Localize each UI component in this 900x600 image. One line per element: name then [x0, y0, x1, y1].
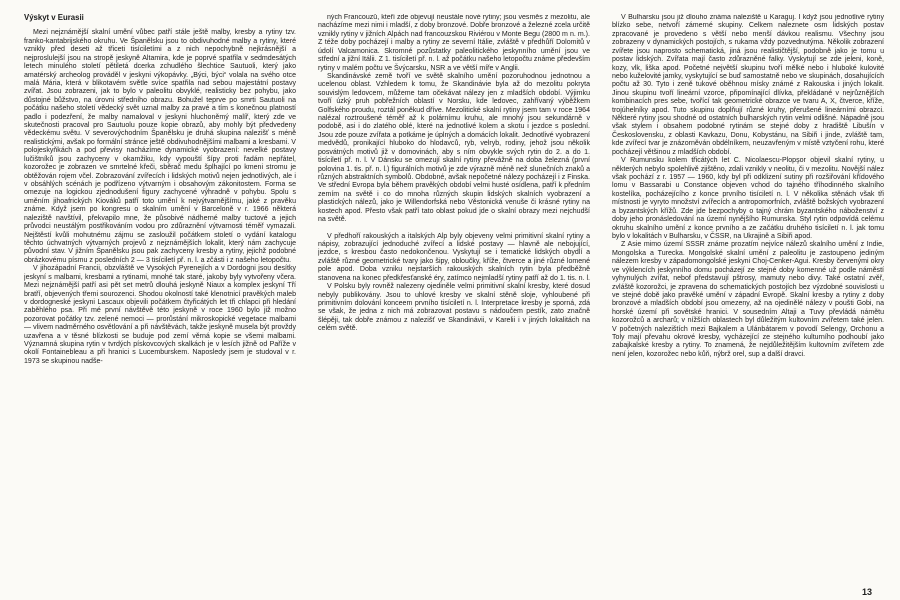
- paragraph: Skandinávské země tvoří ve světě skalního umění pozoruhodnou jednotnou a ucelenou oblast. Vzhledem k tomu, že Skandinávie byla až do mezolitu pokryta souvislým ledovcem, můžeme tam očekávat nálezy jen z mladších období. Výjimku tvoří úzký pruh pobřežních oblastí v Norsku, kde ledovec, zahřívaný výběžkem Golfského proudu, roztál poněkud dříve. Mezolitické skalní rytiny jsem tam v roce 1964 nalézal roztroušené téměř až k polárnímu kruhu, ale mnohý jsou sekundárně v podobě, asi i do zlatého oblé, které na jednotlivé kolem a skotu i jezdce s poslední. Jsou zde pouze zvířata a potkáme je úplných a domácích lokalit. Jednotlivé vyobrazení medvědů, pronikající hluboko do hlodavců, ryb, velryb, rodiny, jehož jsou několik posvátných motivů již v domovinách, aby s ním obvykle svých rytin do 2. a do 1. tisíciletí př. n. l. V Dánsku se omezují skalní rytiny převážně na doba železná (první polovina 1. tis. př. n. l.) figurálních motivů je zde výrazně méně než slunečních znaků a různých abstraktních symbolů. Obdobné, avšak nepočetné nálezy pocházejí i z Finska. Ve střední Evropa byla během pravěkých období velmi husté osídlena, patří k předním zemím na světě i co do mnoha různých skupin lidských skalních vyobrazení a plastických nálezů, jako je Willendorfská nebo Věstonická venuše či krásné rytiny na kostech apod. Přesto však patří tato oblast pokud jde o skalní obrazy mezi nejchudší na světě.: [318, 72, 590, 224]
- paragraph: Z Asie mimo území SSSR známe prozatím nejvíce nálezů skalního umění z Indie, Mongolska a Turecka. Mongolské skalní umění z paleolitu je zastoupeno jediným nálezem kresby v západomongolské jeskyni Choj-Cenker-Agui. Kresby červenými okry ve výklencích jeskynního domu pocházejí ze stejné doby komenné už podle náměstí vyhynulých zvířat, nebof představují pštrosy, mamuty nebo divy. Také ostatní zvěř, zvláště kozorožci, je zpravena do schematických postojích bez výzdobné souvislosti u ve stejné době jako pravěké umění v západní Evropě. Skalní kresby a rytiny z doby bronzové a mladších období jsou omezeny, až na ojedinělé nálezy v poušti Gobi, na horské území při sovětské hranici. V sousedním Altaji a Tuvy převládá námětu kozorožců a archarů; v nížších oblastech byl důležitým kultovním zvířetem také jelen. V početných nalezištích mezi Bajkalem a Ulánbátarem v povodí Selengy, Orchonu a Toly mají převahu okrové kresby, vycházející ze stejného kulturního podhoubí jako zabajkalské kresby a rytiny. To znamená, že nejdůležitějším kultovním zvířetem zde není jelen, kozorožec nebo kůň, nýbrž orel, sup a další dravci.: [612, 241, 884, 358]
- paragraph: V předhoří rakouských a italských Alp byly objeveny velmi primitivní skalní rytiny a nápisy, zobrazující jednoduché zvířecí a lidské postavy — hlavně ale nebojující, jezdce, s kresbou často nedokončenou. Vyskytují se i tematické lidských obydlí a zvláště různé geometrické tvary jako šipy, obloučky, kříže, čtverce a jiné různé lomené pole apod. Doba vzniku nejstarších rakouských skalních rytin byla předběžně stanovena na konec předkřesťanské éry, zatímco nejmladší rytiny patří až do 1. tis. n. l.: [318, 232, 590, 282]
- paragraph: V Polsku byly rovněž nalezeny ojediněle velmi primitivní skalní kresby, které dosud nebyly publikovány. Jsou to uhlové kresby ve skalní stěně sloje, vyhloubené při primitivním dolování konceem prvního tisíciletí n. l. Interpretace kresby je sporná, zdá se však, že jedna z nich má zobrazovat postavu s nádoučem pestík, zato značně šlépěji, tak dobře známou z nalezišť ve Skandinávii, v Karelii i v jiných lokalitách na celém světě.: [318, 283, 590, 333]
- paragraph: Mezi nejznámější skalní umění vůbec patří stále ještě malby, kresby a rytiny tzv. franko-kantabrijského okruhu. Ve Španělsku jsou to obdivuhodné malby a rytiny, které vznikly před deseti až třiceti tisíciletími a z nich nepochybně nejkrásnější a nejproslulejší jsou na stropě jeskyně Altamira, kde je poprvé spatřila v sedmdesátých letech minulého století pětiletá dcerka zchudlého šlechtice Sautuoli, který jako amatérský archeolog prováděl v jeskyni výkopávky. „Býci, býci“ volala na svého otce malá Mária, která v blikotavém světle svíce spatřila nad sebou majestátní postavy zvířat. Jsou zobrazeni, jak to bylo v paleolitu obvyklé, realisticky bez pohybu, jako důstojné bůžstvo, na úrovni středního obrazu. Bohužel teprve po smrti Sautuoli na počátku našeho století vědecký svět uznal malby za pravé a tím s konečnou platností padlo i podezření, že malby namaloval v jeskyni hluchoněmý malíř, který zde ve skutečnosti pracoval pro Sautuolu pouze kopie obrazů, aby mohly být předvedeny vědeckému světu. V severovýchodním Španělsku je druhá skupina nalezišť s méně realistickými, avšak po formální stránce ještě obdivuhodnějšími malbami a kresbami. V polojeskyňkách a pod převisy nacházíme dynamické vyobrazení: nevelké postavy lučištníků jsou zachyceny v okamžiku, kdy vypouští šípy proti řadám nepřátel, kozorožec je zobrazen ve smrtelné křeči, sběrač medu šplhající po kmeni stromu je obtěžován rojem včel. Zobrazování zvířecích i lidských motivů nejen jednotlivých, ale i v obsáhlých scénách je podřízeno výtvarným i obsahovým zákonitostem. Forma se omezuje na logickou zjednodušení figury zachycené výhradně v pohybu. Spolu s uměním jihoafrických Kiováků patří toto umění k nejvýtvarnějšímu, jaké z pravěku známe. Když jsem po kongresu o skalním umění v Barceloně v r. 1966 některá naleziště navštívil, překvapilo mne, že působivé nádherné malby tuctové a jejich průvodci neustálým postřikováním vodou pro zdůraznění výtvarnosti téměř vymazali. Nejštěstí kvůli mohutnému zájmu se zasloužil počátkem století o vydání katalogu těchto úchvatných výtvarných projevů z nejznámějších lokalit, který nám zachycuje původní stav. V jižním Španělsku jsou pak zachyceny kresby a rytiny, jejichž podobné obrázkovému písmu z posledních 2 — 3 tisíciletí př. n. l. a zčásti i z našeho letopočtu.: [24, 29, 296, 264]
- paragraph: V Rumunsku kolem třicátých let C. Nicolaescu-Plopşor objevil skalní rytiny, u některých nebylo spolehlivě zjištěno, zdali vznikly v neolitu, či v mezolitu. Novější nález však pochází z r. 1957 — 1960, kdy byl při odklizení sutiny při rozšiřování křídového lomu v Bassarabi u Constance objeven vchod do tajného tříhodinného skalního kostelíka, pocházejícího z konce prvního tisíciletí n. l. V několika stěnách však tři místnosti je vyryto množství zvířecích a antropomorfních, zvláště božských vyobrazení a byzantských křížů. Zde jde bezpochyby o tajný chrám byzantského náboženství z doby jeho pronásledování na území nynějšího Rumunska. Styl rytin odpovídá celému okruhu skalního umění z konce prvního a ze začátku druhého tisíciletí n. l. jak tomu bylo v lokalitách v Bulharsku, v ČSSR, na Ukrajině a Sibiři apod.: [612, 157, 884, 240]
- paragraph: V jihozápadní Francii, obzvláště ve Vysokých Pyrenejích a v Dordogni jsou desítky jeskyní s malbami, kresbami a rytinami, mnohé tak staré, jakoby byly vytvořeny včera. Mezi nejznámější patří asi pět set metrů dlouhá jeskyně Niaux a komplex jeskyní Tří bratří, objevených třemi sourozenci. Shodou okolností také klenotnicí pravěkých maleb v dordogneské jeskyni Lascaux objevili počátkem čtyřicátých let tři chlapci při hledání zaběhlého psa. Při mé první návštěvě této jeskyně v roce 1960 bylo již možno pozorovat počátky tzv. zelené nemoci — prorůstání mikroskopické vegetace malbami — vlivem nadměrného osvětlování a při návštěvách, takže jeskyně musela být provždy uzavřena a v těsné blízkosti se buduje pod zemí věrná kopie se všemi malbami. Významná skupina rytin v tvrdých pískovcových skalkách je v lesích jižně od Paříže v okolí Fontainebleau a při hranici s Lucemburskem. Naposledy jsem je studoval v r. 1973 se skupinou nadše-: [24, 265, 296, 365]
- text-column-2: [318, 14, 590, 588]
- text-column-3: [612, 14, 884, 574]
- paragraph: ných Francouzů, kteří zde objevují neustále nové rytiny; jsou vesměs z mezolitu, ale nacházíme mezi nimi i mladší, z doby bronzové. Dobře bronzové a železné zcela určitě vznikly rytiny v jižních Alpách nad francouzskou Riviérou v Monte Begu (2800 m n. m.). Z téže doby pocházejí i malby a rytiny ze severní Itálie, zvláště v předhůří Dolomitů v údolí Valcamonica. Skromné pozůstatky paleolitického jeskynního umění jsou ve střední a jižní Itálii. Z 1. tisíciletí př. n. l. až počátku našeho letopočtu známe především rytiny v malém počtu ve Švýcarsku, NSR a ve větší míře v Anglii.: [318, 14, 590, 72]
- text-column-1: [24, 14, 296, 588]
- page-number: 13: [861, 587, 872, 597]
- section-heading: Výskyt v Eurasii: [24, 14, 84, 22]
- paragraph: V Bulharsku jsou již dlouho známa naleziště u Karaguj. I když jsou jednotlivé rytiny blízko sebe, netvoří zámerné skupiny. Celkem naleznete osm lidských postav zpracované je provedeno s větší nebo menší dávkou realismu. Všechny jsou zobrazeny v dynamických postojích, s rukama vždy pozvednutýma. Několik zobrazení zvířete jsou naprosto schematická, jiná jsou realističtější, podobně jako je tomu u postav lidských. Zvířata mají často zdůrazněné falky. Vyskytují se zde jeleni, koně, kozy, vlk, liška apod. Početné největší skupinu tvoří mělké nebo i hluboké kulovité nebo kuželovité jamky, vyskytující se buď samostatně nebo ve skupinách, dosahujících počtu až 30. Tyto i zeně tukové oběhnou mísky známé z Rakouska i jiných lokalit. Jinou skupinu tvoří lineární vzorce, připomínající dlívka, překládané v nejrůznějších kombinacích pres sebe, tvořící tak geometrické obrazce ve tvaru A, X, čtverce, kříže, trojúhelníky apod. Tuto skupinu doplňují různé kruhy, přerušené lineárními obrazci. Některé rytiny jsou shodné od ostatních bulharských rytin velmi odlišné. Nápadně jsou však stylem i obsahem podobné rytinám se stejné doby z hradiště Libušín v Československu, z oblasti Kavkazu, Donu, Kobystánu, na Sibiři i jinde, zvláště tam, kde zvířecí tvar je znázorněván obdélníkem, neuzavřeným v místě vztyčení rohu, které pocházejí většinou z mladších období.: [612, 14, 884, 156]
